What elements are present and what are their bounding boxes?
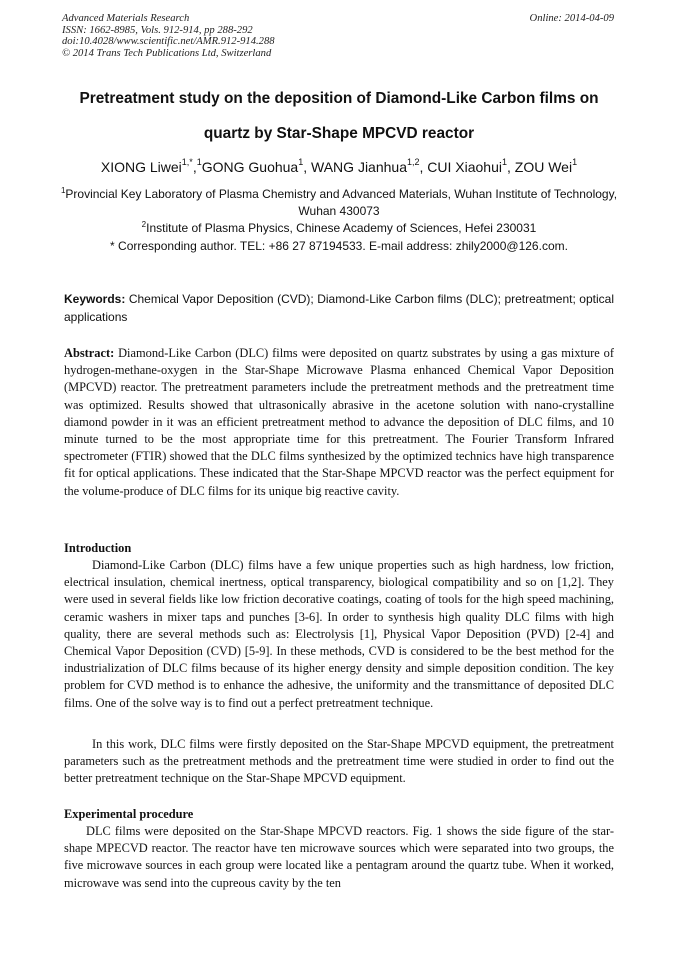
abstract-text: Diamond-Like Carbon (DLC) films were deposited on quartz substrates by using a gas mixture of hydrogen-methane-oxygen in the Star-Shape Microwave Plasma enhanced Chemical Vapor Deposition (MPCVD) reactor. The pretreatment parameters include the pretreatment methods and the pretreatment time was optimized. Results showed that ultrasonically abrasive in the acetone solution with nano-crystalline diamond powder in it was an efficient pretreatment method to advance the deposition of DLC films, and 10 minute turned to be the most appropriate time for this pretreatment. The Fourier Transform Infrared spectrometer (FTIR) showed that the DLC films synthesized by the optimized technics have high transparence fit for optical applications. These indicated that the Star-Shape MPCVD reactor was the perfect equipment for the volume-produce of DLC films for its unique big reactive cavity.	[64, 346, 614, 498]
journal-name: Advanced Materials Research	[62, 13, 190, 24]
affiliation-text: Provincial Key Laboratory of Plasma Chemistry and Advanced Materials, Wuhan Institute of Technology, Wuhan 430073	[65, 187, 618, 218]
affiliation-superscript: 2	[141, 220, 147, 229]
keywords-text: Chemical Vapor Deposition (CVD); Diamond-Like Carbon films (DLC); pretreatment; optical applications	[64, 292, 614, 324]
author-name: CUI Xiaohui	[427, 159, 502, 175]
experimental-paragraph-1: DLC films were deposited on the Star-Shape MPCVD reactors. Fig. 1 shows the side figure of the star-shape MPECVD reactor. The reactor have ten microwave sources which were separated into two groups, the five microwave sources in each group were located like a pentagram around the quartz tube. When it worked, microwave was send into the cupreous cavity by the ten	[64, 824, 614, 890]
author-name: WANG Jianhua	[311, 159, 407, 175]
author-name: GONG Guohua	[201, 159, 299, 175]
keywords	[64, 291, 614, 326]
paper-title-line-2: quartz by Star-Shape MPCVD reactor	[203, 125, 475, 142]
journal-copyright: © 2014 Trans Tech Publications Ltd, Switzerland	[62, 47, 272, 59]
abstract-label: Abstract:	[64, 346, 115, 360]
author-name: XIONG Liwei	[100, 159, 182, 175]
author-superscript: 1,2	[406, 157, 420, 168]
affiliation-superscript: 1	[60, 186, 66, 195]
affiliation-text: Institute of Plasma Physics, Chinese Academy of Sciences, Hefei 230031	[146, 221, 537, 235]
author-superscript: 1	[298, 157, 304, 168]
author-superscript: 1,*	[181, 157, 193, 168]
corresponding-author: * Corresponding author. TEL: +86 27 87194533. E-mail address: zhily2000@126.com.	[110, 239, 568, 253]
author-list: XIONG Liwei$^{1,*}$,$^1$GONG Guohua$^1$, WANG Jianhua$^{1,2}$, CUI Xiaohui$^1$, ZOU Wei$^1$	[100, 157, 578, 175]
author-superscript: 1	[501, 157, 507, 168]
section-heading-experimental: Experimental procedure	[64, 807, 194, 821]
journal-issn: ISSN: 1662-8985, Vols. 912-914, pp 288-292	[62, 24, 253, 36]
journal-doi[interactable]: doi:10.4028/www.scientific.net/AMR.912-914.288	[62, 36, 275, 47]
paper-title-line-1: Pretreatment study on the deposition of Diamond-Like Carbon films on	[79, 90, 599, 107]
affiliation-2	[60, 220, 618, 237]
author-superscript: 1	[572, 157, 578, 168]
abstract	[64, 345, 614, 500]
keywords-label: Keywords:	[64, 292, 126, 306]
online-date: Online: 2014-04-09	[529, 13, 614, 24]
author-superscript: 1	[196, 157, 202, 168]
introduction-paragraph-2: In this work, DLC films were firstly deposited on the Star-Shape MPCVD equipment, the pretreatment parameters such as the pretreatment methods and the pretreatment time were studied in order to find out the better pretreatment technique on the Star-Shape MPCVD equipment.	[64, 737, 614, 786]
journal-header	[62, 13, 275, 59]
introduction-paragraph-1: Diamond-Like Carbon (DLC) films have a few unique properties such as high hardness, low friction, electrical insulation, chemical inertness, optical transparency, biological compatibility and so on [1,2]. They were used in several fields like low friction decorative coatings, coating of tools for the high speed machining, ceramic washers in mixer taps and punches [3-6]. In order to synthesis high quality DLC films with high quality, there are several methods such as: Electrolysis [1], Physical Vapor Deposition (PVD) [2-4] and Chemical Vapor Deposition (CVD) [5-9]. In these methods, CVD is considered to be the best method for the industrialization of DLC films because of its higher energy density and simple deposition condition. The key problem for CVD method is to enhance the adhesive, the uniformity and the transmittance of deposited DLC films. One of the solve way is to find out a perfect pretreatment technique.	[64, 558, 614, 710]
section-heading-introduction: Introduction	[64, 541, 132, 555]
author-name: ZOU Wei	[514, 159, 573, 175]
affiliation-1	[60, 186, 618, 220]
